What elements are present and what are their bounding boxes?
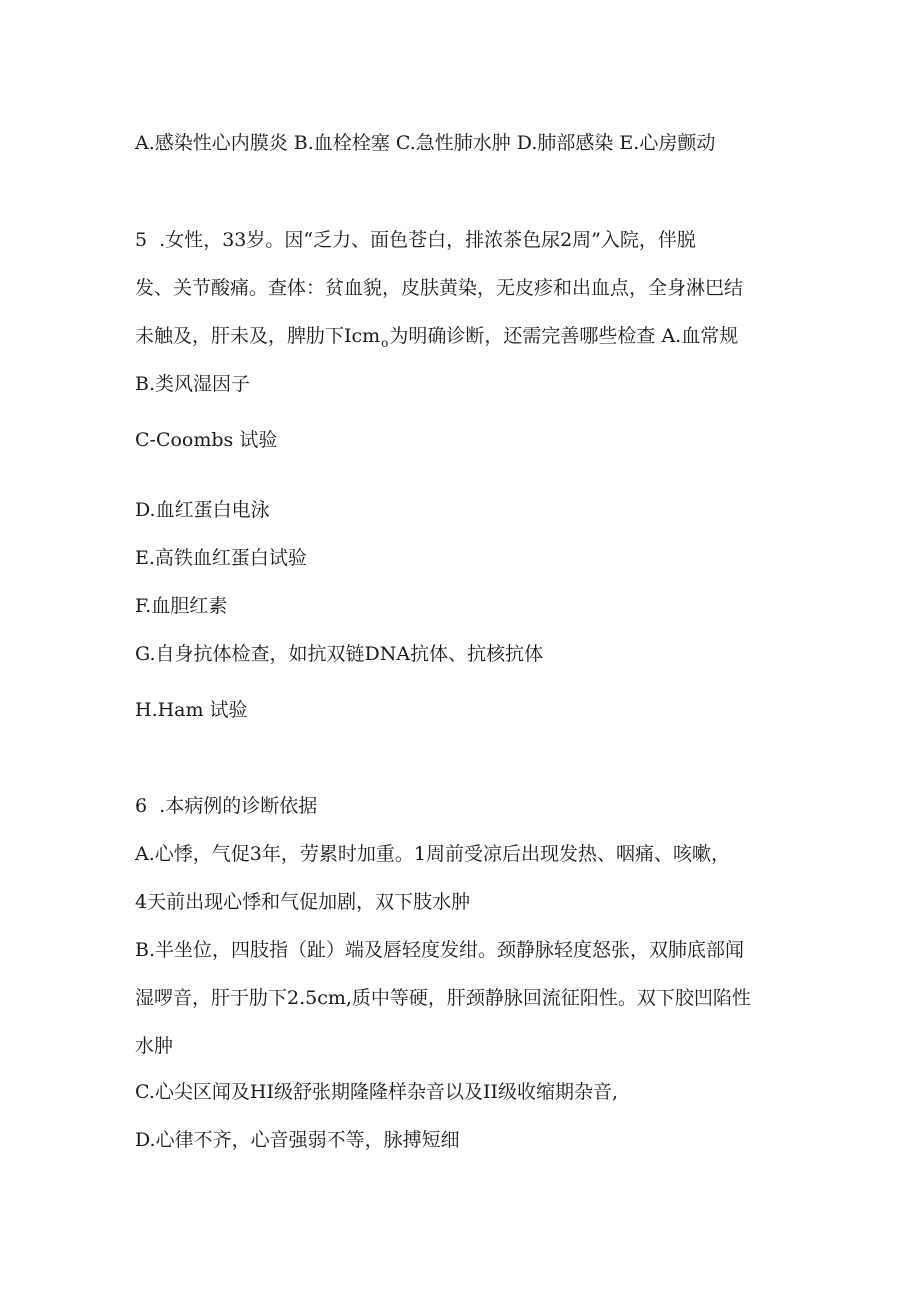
q5-stem-line-3-b: 为明确诊断，还需完善哪些检查 A.血常规 — [389, 325, 739, 347]
q5-stem-line-1: 5 .女性，33岁。因“乏力、面色苍白，排浓茶色尿2周”入院，伴脱 — [135, 229, 696, 251]
q6-option-a-line-1: A.心悸，气促3年，劳累时加重。1周前受凉后出现发热、咽痛、咳嗽， — [135, 843, 730, 865]
q5-stem-line-2: 发、关节酸痛。查体：贫血貌，皮肤黄染，无皮疹和出血点，全身淋巴结 — [135, 277, 744, 299]
q6-option-a-line-2: 4天前出现心悸和气促加剧，双下肢水肿 — [135, 891, 471, 913]
q5-option-e: E.高铁血红蛋白试验 — [135, 547, 307, 569]
q5-option-c: C-Coombs 试验 — [135, 429, 278, 451]
q6-option-b-line-2: 湿啰音，肝于肋下2.5cm,质中等硬，肝颈静脉回流征阳性。双下胶凹陷性 — [135, 987, 751, 1009]
q5-option-b: B.类风湿因子 — [135, 373, 251, 395]
q6-option-d: D.心律不齐，心音强弱不等，脉搏短细 — [135, 1129, 460, 1151]
q5-option-d: D.血红蛋白电泳 — [135, 499, 270, 521]
q6-stem: 6 .本病例的诊断依据 — [135, 795, 318, 817]
q5-option-g: G.自身抗体检查，如抗双链DNA抗体、抗核抗体 — [135, 643, 544, 665]
q5-option-f: F.血胆红素 — [135, 595, 228, 617]
q5-stem-line-3-a: 未触及，肝未及，脾肋下Icm — [135, 325, 381, 347]
q6-option-c: C.心尖区闻及HI级舒张期隆隆样杂音以及II级收缩期杂音, — [135, 1081, 619, 1103]
q5-stem-line-3-sub: o — [381, 336, 389, 350]
q6-option-b-line-1: B.半坐位，四肢指（趾）端及唇轻度发绀。颈静脉轻度怒张，双肺底部闻 — [135, 939, 745, 961]
q4-options: A.感染性心内膜炎 B.血栓栓塞 C.急性肺水肿 D.肺部感染 E.心房颤动 — [135, 132, 716, 154]
q5-option-h: H.Ham 试验 — [135, 699, 248, 721]
q6-option-b-line-3: 水肿 — [135, 1035, 174, 1057]
q5-stem-line-3 — [135, 324, 738, 355]
